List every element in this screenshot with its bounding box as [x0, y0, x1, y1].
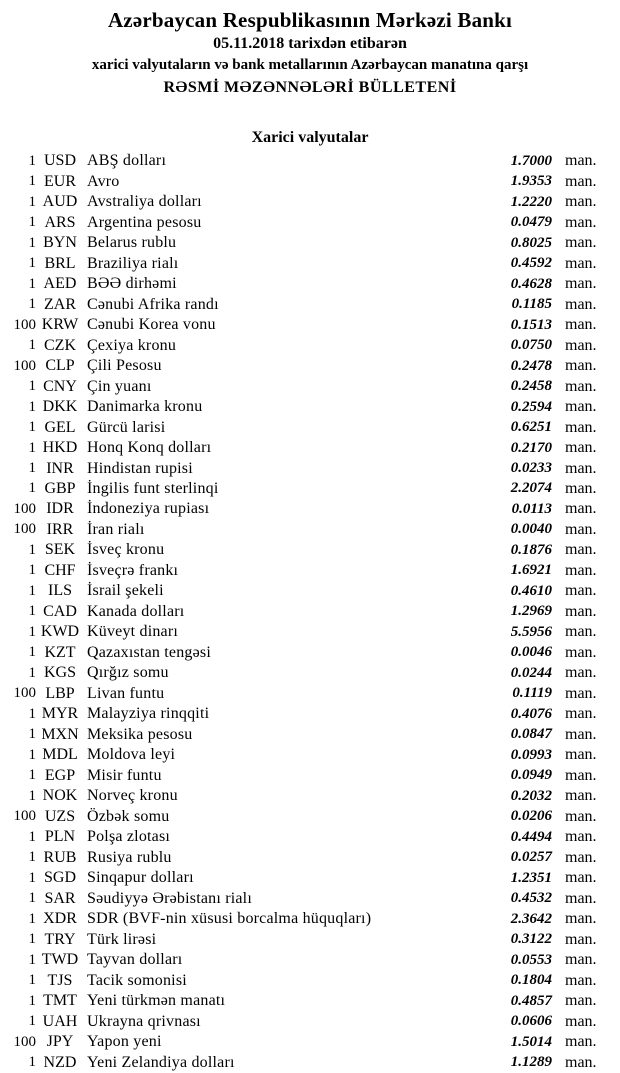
currency-code: INR	[46, 459, 74, 477]
currency-name: İsveç kronu	[87, 541, 165, 559]
rate-value: 0.6251	[510, 419, 552, 436]
quantity-cell: 1	[28, 623, 36, 640]
rate-value: 1.7000	[510, 152, 552, 169]
currency-name: Rusiya rublu	[87, 848, 172, 866]
unit-label: man.	[565, 500, 597, 518]
rate-row	[0, 827, 620, 847]
unit-label: man.	[565, 172, 597, 190]
unit-label: man.	[565, 213, 597, 231]
bulletin-header	[0, 0, 620, 99]
quantity-cell: 100	[13, 316, 36, 333]
rate-row	[0, 725, 620, 745]
currency-code: EUR	[44, 172, 76, 190]
unit-label: man.	[565, 152, 597, 170]
unit-label: man.	[565, 295, 597, 313]
rate-row	[0, 581, 620, 601]
rate-row	[0, 274, 620, 294]
rate-row	[0, 602, 620, 622]
rate-row	[0, 479, 620, 499]
rate-value: 0.0750	[510, 337, 552, 354]
quantity-cell: 1	[28, 460, 36, 476]
currency-code: LBP	[45, 684, 75, 702]
currency-code: CAD	[43, 602, 77, 620]
quantity-cell: 1	[28, 931, 36, 948]
currency-name: Çin yuanı	[87, 377, 152, 395]
rate-value: 0.0113	[511, 500, 552, 517]
rate-row	[0, 171, 620, 191]
currency-name: Sinqapur dolları	[87, 869, 194, 887]
quantity-cell: 1	[28, 664, 36, 681]
rate-row	[0, 438, 620, 458]
unit-label: man.	[565, 951, 597, 969]
rate-value: 0.0244	[510, 664, 552, 681]
currency-name: Türk lirəsi	[87, 930, 157, 948]
currency-name: BƏƏ dirhəmi	[87, 275, 177, 293]
rate-value: 0.2170	[510, 439, 552, 456]
rate-row	[0, 356, 620, 376]
currency-code: NZD	[43, 1053, 77, 1071]
unit-label: man.	[565, 766, 597, 784]
quantity-cell: 1	[28, 275, 36, 292]
rate-value: 0.0553	[510, 951, 552, 968]
currency-name: Yeni Zelandiya dolları	[87, 1053, 235, 1071]
rate-value: 0.4628	[510, 275, 552, 292]
quantity-cell: 100	[13, 685, 36, 702]
currency-code: ZAR	[44, 295, 76, 313]
quantity-cell: 1	[28, 828, 36, 845]
currency-name: SDR (BVF-nin xüsusi borcalma hüquqları)	[87, 910, 372, 928]
rate-value: 0.0479	[510, 214, 552, 231]
currency-name: Gürcü larisi	[87, 418, 166, 436]
quantity-cell: 1	[28, 910, 36, 927]
quantity-cell: 1	[28, 746, 36, 763]
currency-code: ILS	[48, 582, 72, 600]
rate-value: 0.0040	[510, 521, 552, 538]
currency-name: Küveyt dinarı	[87, 623, 179, 641]
quantity-cell: 1	[28, 787, 36, 804]
currency-name: Qazaxıstan tengəsi	[87, 643, 211, 661]
rate-row	[0, 192, 620, 212]
rate-row	[0, 950, 620, 970]
currency-name: Argentina pesosu	[87, 213, 202, 231]
bank-name-title: Azərbaycan Respublikasının Mərkəzi Bankı	[107, 8, 513, 32]
currency-name: Norveç kronu	[87, 787, 178, 805]
quantity-cell: 1	[28, 541, 36, 558]
rate-value: 0.2478	[510, 357, 552, 374]
currency-code: GBP	[44, 479, 76, 497]
unit-label: man.	[565, 643, 597, 661]
rate-value: 0.1513	[510, 316, 552, 333]
currency-code: TWD	[41, 951, 79, 969]
rate-row	[0, 909, 620, 929]
unit-label: man.	[565, 193, 597, 211]
rate-value: 0.1185	[511, 296, 552, 313]
rate-value: 0.0257	[510, 849, 552, 866]
rate-value: 1.2351	[510, 869, 552, 886]
currency-code: AED	[43, 275, 77, 293]
quantity-cell: 1	[28, 214, 36, 231]
unit-label: man.	[565, 889, 597, 907]
unit-label: man.	[565, 561, 597, 579]
quantity-cell: 1	[28, 972, 36, 989]
currency-code: EGP	[44, 766, 76, 784]
unit-label: man.	[565, 275, 597, 293]
quantity-cell: 1	[28, 849, 36, 866]
rate-row	[0, 1032, 620, 1052]
currency-name: Hindistan rupisi	[87, 459, 193, 477]
currency-code: PLN	[44, 828, 76, 846]
currency-code: KGS	[43, 664, 76, 682]
currency-code: KRW	[41, 316, 79, 334]
unit-label: man.	[565, 746, 597, 764]
currency-code: UAH	[42, 1012, 78, 1030]
quantity-cell: 1	[28, 152, 36, 169]
currency-code: AUD	[42, 193, 78, 211]
currency-name: Livan funtu	[87, 684, 165, 702]
rate-row	[0, 417, 620, 437]
rate-row	[0, 929, 620, 949]
rate-row	[0, 233, 620, 253]
currency-code: TRY	[44, 930, 76, 948]
unit-label: man.	[565, 705, 597, 723]
currency-code: MDL	[42, 746, 78, 764]
rate-row	[0, 888, 620, 908]
bulletin-subtitle: xarici valyutaların və bank metallarının Azərbaycan manatına qarşı	[91, 57, 529, 73]
currency-code: DKK	[42, 398, 78, 416]
rate-value: 0.0606	[510, 1013, 552, 1030]
exchange-rates-table	[0, 151, 620, 1073]
quantity-cell: 1	[28, 603, 36, 620]
currency-code: USD	[43, 152, 76, 170]
effective-date-line: 05.11.2018 tarixdən etibarən	[213, 35, 407, 52]
currency-code: KZT	[44, 643, 76, 661]
unit-label: man.	[565, 623, 597, 641]
rate-value: 0.2594	[510, 398, 552, 415]
currency-code: ARS	[44, 213, 76, 231]
rate-row	[0, 1011, 620, 1031]
rate-row	[0, 786, 620, 806]
currency-name: Meksika pesosu	[87, 725, 193, 743]
quantity-cell: 1	[28, 398, 36, 415]
currency-code: TJS	[47, 971, 73, 989]
rate-row	[0, 151, 620, 171]
rate-value: 1.5014	[510, 1033, 552, 1050]
rate-row	[0, 807, 620, 827]
unit-label: man.	[565, 684, 597, 702]
rate-value: 0.0949	[510, 767, 552, 784]
currency-code: HKD	[42, 439, 78, 457]
unit-label: man.	[565, 828, 597, 846]
currency-code: TMT	[43, 992, 77, 1010]
currency-code: MXN	[41, 725, 79, 743]
rate-value: 5.5956	[510, 623, 552, 640]
rate-row	[0, 561, 620, 581]
currency-name: Avro	[87, 172, 120, 190]
rate-row	[0, 847, 620, 867]
currency-name: Səudiyyə Ərəbistanı rialı	[87, 889, 252, 907]
rate-value: 0.4076	[510, 705, 552, 722]
rate-value: 0.4857	[510, 992, 552, 1009]
quantity-cell: 100	[13, 521, 36, 538]
rate-value: 0.1119	[512, 685, 552, 702]
currency-name: Tayvan dolları	[87, 951, 183, 969]
rate-row	[0, 622, 620, 642]
currency-code: SEK	[44, 541, 76, 559]
unit-label: man.	[565, 725, 597, 743]
rate-value: 0.3122	[510, 931, 552, 948]
quantity-cell: 1	[28, 644, 36, 661]
rate-row	[0, 540, 620, 560]
quantity-cell: 1	[28, 951, 36, 968]
quantity-cell: 1	[28, 193, 36, 210]
currency-name: Avstraliya dolları	[87, 193, 202, 211]
rate-value: 0.0046	[510, 644, 552, 661]
quantity-cell: 100	[13, 357, 36, 374]
currency-name: İsrail şekeli	[87, 582, 164, 600]
currency-code: IRR	[46, 520, 74, 538]
rate-row	[0, 376, 620, 396]
unit-label: man.	[565, 357, 597, 375]
currency-code: SAR	[44, 889, 76, 907]
rate-row	[0, 335, 620, 355]
unit-label: man.	[565, 971, 597, 989]
rate-row	[0, 704, 620, 724]
currency-name: İngilis funt sterlinqi	[87, 479, 219, 497]
currency-name: Honq Konq dolları	[87, 439, 212, 457]
rate-value: 1.1289	[510, 1054, 552, 1071]
currency-name: Qırğız somu	[87, 664, 169, 682]
quantity-cell: 1	[28, 234, 36, 251]
rate-row	[0, 397, 620, 417]
rate-value: 2.3642	[510, 910, 552, 927]
currency-name: Moldova leyi	[87, 746, 176, 764]
currency-name: Misir funtu	[87, 766, 162, 784]
currency-code: MYR	[41, 705, 79, 723]
unit-label: man.	[565, 398, 597, 416]
currency-name: Çili Pesosu	[87, 357, 162, 375]
currency-code: JPY	[46, 1033, 74, 1051]
unit-label: man.	[565, 459, 597, 477]
rate-value: 1.9353	[510, 173, 552, 190]
rate-row	[0, 868, 620, 888]
currency-name: Özbək somu	[87, 807, 170, 825]
currency-code: NOK	[42, 787, 78, 805]
quantity-cell: 1	[28, 992, 36, 1009]
unit-label: man.	[565, 520, 597, 538]
currency-code: BYN	[43, 234, 77, 252]
unit-label: man.	[565, 664, 597, 682]
currency-code: IDR	[46, 500, 74, 518]
rate-row	[0, 520, 620, 540]
currency-code: KWD	[40, 623, 80, 641]
rate-value: 0.0206	[510, 808, 552, 825]
quantity-cell: 1	[28, 726, 36, 743]
quantity-cell: 1	[28, 869, 36, 886]
rate-row	[0, 991, 620, 1011]
rate-value: 1.2220	[510, 193, 552, 210]
rate-value: 0.2458	[510, 378, 552, 395]
currency-code: BRL	[44, 254, 76, 272]
currency-name: ABŞ dolları	[87, 152, 167, 170]
rate-row	[0, 766, 620, 786]
currency-code: CHF	[44, 561, 76, 579]
currency-name: Ukrayna qrivnası	[87, 1012, 201, 1030]
currency-code: CZK	[44, 336, 76, 354]
rate-value: 0.0233	[510, 460, 552, 476]
quantity-cell: 1	[28, 296, 36, 313]
rate-value: 1.6921	[510, 562, 552, 579]
rate-value: 0.0993	[510, 746, 552, 763]
currency-name: Cənubi Korea vonu	[87, 316, 216, 334]
currency-name: Cənubi Afrika randı	[87, 295, 219, 313]
quantity-cell: 1	[28, 890, 36, 907]
unit-label: man.	[565, 1012, 597, 1030]
rate-value: 0.4592	[510, 255, 552, 272]
currency-name: İndoneziya rupiası	[87, 500, 210, 518]
rate-row	[0, 315, 620, 335]
rate-row	[0, 663, 620, 683]
quantity-cell: 1	[28, 337, 36, 354]
quantity-cell: 1	[28, 562, 36, 579]
unit-label: man.	[565, 787, 597, 805]
rate-value: 0.2032	[510, 787, 552, 804]
quantity-cell: 1	[28, 705, 36, 722]
unit-label: man.	[565, 336, 597, 354]
unit-label: man.	[565, 541, 597, 559]
currency-name: Danimarka kronu	[87, 398, 203, 416]
unit-label: man.	[565, 234, 597, 252]
unit-label: man.	[565, 377, 597, 395]
rate-row	[0, 643, 620, 663]
unit-label: man.	[565, 1053, 597, 1071]
rate-row	[0, 458, 620, 478]
rate-value: 0.1876	[510, 541, 552, 558]
quantity-cell: 1	[28, 255, 36, 272]
currency-name: Belarus rublu	[87, 234, 177, 252]
quantity-cell: 100	[13, 1033, 36, 1050]
rate-value: 1.2969	[510, 603, 552, 620]
currency-name: Malayziya rinqqiti	[87, 705, 210, 723]
rate-row	[0, 212, 620, 232]
currency-name: İsveçrə frankı	[87, 561, 179, 579]
section-title-foreign-currencies: Xarici valyutalar	[251, 129, 369, 146]
currency-code: CNY	[43, 377, 77, 395]
unit-label: man.	[565, 992, 597, 1010]
unit-label: man.	[565, 316, 597, 334]
unit-label: man.	[565, 479, 597, 497]
rate-value: 0.0847	[510, 726, 552, 743]
currency-name: Polşa zlotası	[87, 828, 171, 846]
rate-row	[0, 499, 620, 519]
quantity-cell: 1	[28, 173, 36, 190]
currency-name: Yapon yeni	[87, 1033, 162, 1051]
quantity-cell: 1	[28, 439, 36, 456]
unit-label: man.	[565, 930, 597, 948]
currency-code: UZS	[44, 807, 76, 825]
unit-label: man.	[565, 848, 597, 866]
rate-row	[0, 253, 620, 273]
currency-name: Kanada dolları	[87, 602, 185, 620]
rate-row	[0, 1052, 620, 1072]
unit-label: man.	[565, 582, 597, 600]
rate-value: 0.4610	[510, 582, 552, 599]
rate-value: 0.4494	[510, 828, 552, 845]
rate-value: 0.4532	[510, 890, 552, 907]
unit-label: man.	[565, 910, 597, 928]
quantity-cell: 1	[28, 1013, 36, 1030]
unit-label: man.	[565, 418, 597, 436]
currency-code: RUB	[43, 848, 77, 866]
rate-value: 0.1804	[510, 972, 552, 989]
currency-name: Tacik somonisi	[87, 971, 187, 989]
quantity-cell: 1	[28, 767, 36, 784]
currency-name: İran rialı	[87, 520, 145, 538]
unit-label: man.	[565, 1033, 597, 1051]
rate-row	[0, 294, 620, 314]
quantity-cell: 1	[28, 480, 36, 497]
unit-label: man.	[565, 254, 597, 272]
rate-row	[0, 970, 620, 990]
quantity-cell: 100	[13, 808, 36, 825]
quantity-cell: 1	[28, 419, 36, 436]
currency-code: GEL	[44, 418, 76, 436]
unit-label: man.	[565, 869, 597, 887]
currency-name: Braziliya rialı	[87, 254, 179, 272]
currency-code: SGD	[43, 869, 76, 887]
unit-label: man.	[565, 807, 597, 825]
quantity-cell: 1	[28, 1054, 36, 1071]
quantity-cell: 1	[28, 378, 36, 395]
bulletin-title: RƏSMİ MƏZƏNNƏLƏRİ BÜLLETENİ	[163, 79, 457, 96]
unit-label: man.	[565, 602, 597, 620]
currency-code: CLP	[45, 357, 75, 375]
currency-name: Çexiya kronu	[87, 336, 177, 354]
quantity-cell: 100	[13, 500, 36, 517]
quantity-cell: 1	[28, 582, 36, 599]
unit-label: man.	[565, 439, 597, 457]
currency-code: XDR	[43, 910, 77, 928]
currency-name: Yeni türkmən manatı	[87, 992, 226, 1010]
rate-row	[0, 684, 620, 704]
rate-row	[0, 745, 620, 765]
rate-value: 0.8025	[510, 234, 552, 251]
rate-value: 2.2074	[510, 480, 552, 497]
